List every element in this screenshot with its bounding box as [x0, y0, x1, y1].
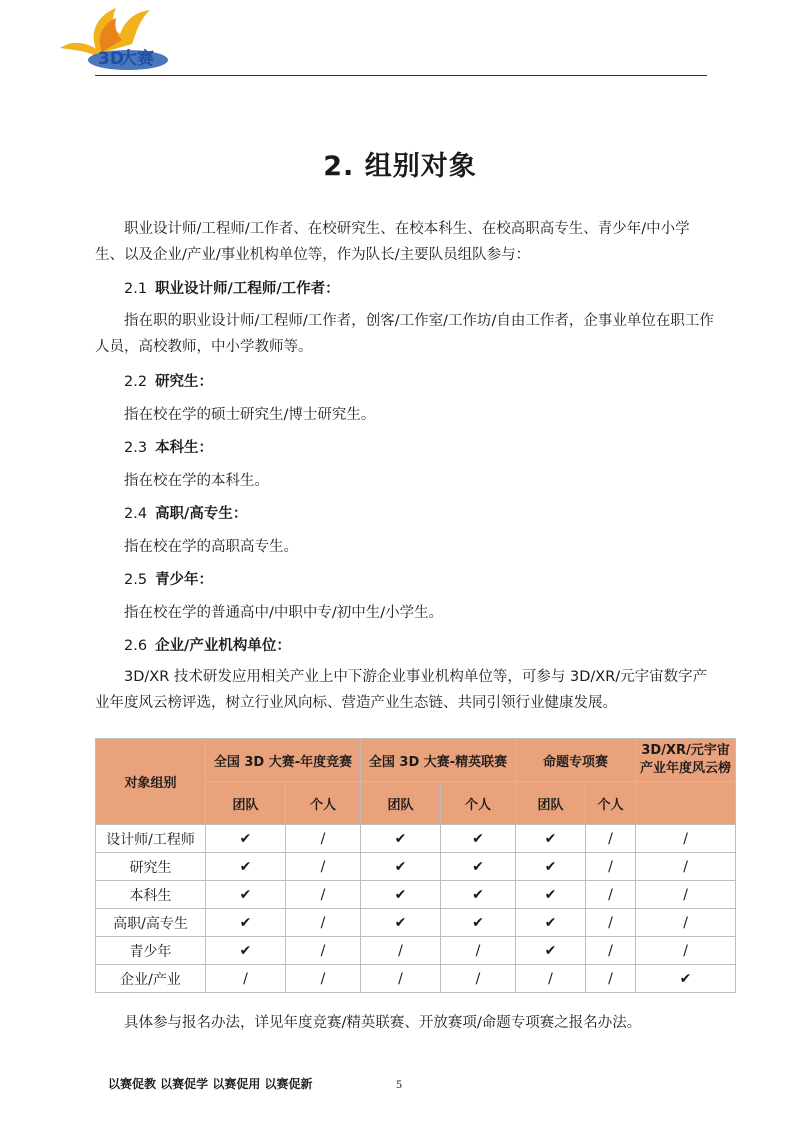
table-cell: /: [636, 937, 736, 965]
subheader-cell-empty: [636, 782, 736, 825]
table-row: [96, 909, 736, 937]
section-title: 2. 组别对象: [323, 151, 477, 182]
subheader-cell: 团队: [361, 782, 441, 825]
svg-text:大赛: 大赛: [120, 49, 154, 69]
table-cell: /: [516, 965, 586, 993]
page-number: 5: [396, 1077, 402, 1091]
table-cell: /: [586, 909, 636, 937]
table-cell: ✔: [516, 909, 586, 937]
heading-2-5: 2.5 青少年：: [124, 572, 214, 588]
table-cell: ✔: [441, 881, 516, 909]
table-cell: /: [206, 965, 286, 993]
table-cell: /: [286, 965, 361, 993]
table-cell: /: [586, 937, 636, 965]
subheader-cell: 个人: [441, 782, 516, 825]
table-row: [96, 881, 736, 909]
table-cell: /: [636, 909, 736, 937]
table-cell: ✔: [206, 937, 286, 965]
row-label: 青少年: [96, 937, 206, 965]
group-header: 全国 3D 大赛-精英联赛: [361, 739, 516, 782]
table-row: [96, 965, 736, 993]
table-row: [96, 937, 736, 965]
svg-text:3D: 3D: [98, 49, 124, 69]
row-label: 设计师/工程师: [96, 825, 206, 853]
heading-2-6: 2.6 企业/产业机构单位：: [124, 638, 291, 654]
table-cell: /: [286, 853, 361, 881]
heading-2-2: 2.2 研究生：: [124, 374, 214, 390]
body-2-6: 3D/XR 技术研发应用相关产业上中下游企业事业机构单位等，可参与 3D/XR/元宇宙数字产业年度风云榜评选，树立行业风向标、营造产业生态链、共同引领行业健康发展。: [95, 669, 708, 711]
body-2-3: 指在校在学的本科生。: [124, 473, 269, 489]
footer-slogan: 以赛促教 以赛促学 以赛促用 以赛促新: [108, 1077, 313, 1091]
table-cell: ✔: [516, 937, 586, 965]
table-row: [96, 853, 736, 881]
table-cell: ✔: [361, 825, 441, 853]
row-label: 企业/产业: [96, 965, 206, 993]
heading-2-3: 2.3 本科生：: [124, 440, 214, 456]
table-cell: ✔: [636, 965, 736, 993]
table-cell: /: [586, 825, 636, 853]
table-cell: /: [286, 825, 361, 853]
body-2-1: 指在职的职业设计师/工程师/工作者，创客/工作室/工作坊/自由工作者，企事业单位在职工作人员，高校教师，中小学教师等。: [95, 313, 714, 355]
table-cell: /: [636, 881, 736, 909]
table-cell: ✔: [206, 825, 286, 853]
table-cell: ✔: [361, 909, 441, 937]
intro-paragraph: 职业设计师/工程师/工作者、在校研究生、在校本科生、在校高职高专生、青少年/中小学生、以及企业/产业/事业机构单位等，作为队长/主要队员组队参与：: [95, 221, 690, 263]
group-header: 3D/XR/元宇宙产业年度风云榜: [636, 739, 736, 782]
table-cell: ✔: [516, 825, 586, 853]
table-cell: /: [636, 853, 736, 881]
table-cell: ✔: [516, 881, 586, 909]
group-header: 全国 3D 大赛-年度竞赛: [206, 739, 361, 782]
table-cell: /: [441, 937, 516, 965]
registration-note: 具体参与报名办法，详见年度竞赛/精英联赛、开放赛项/命题专项赛之报名办法。: [124, 1015, 642, 1031]
table-cell: /: [636, 825, 736, 853]
table-cell: ✔: [441, 909, 516, 937]
heading-2-1: 2.1 职业设计师/工程师/工作者：: [124, 281, 340, 297]
table-cell: ✔: [206, 909, 286, 937]
table-cell: /: [586, 965, 636, 993]
heading-2-4: 2.4 高职/高专生：: [124, 506, 248, 522]
row-label: 高职/高专生: [96, 909, 206, 937]
subheader-cell: 个人: [286, 782, 361, 825]
table-row: [96, 825, 736, 853]
table-cell: /: [286, 881, 361, 909]
row-label: 研究生: [96, 853, 206, 881]
table-cell: /: [286, 909, 361, 937]
table-cell: /: [586, 853, 636, 881]
table-cell: /: [361, 937, 441, 965]
header-rule: [95, 75, 707, 76]
table-cell: ✔: [206, 881, 286, 909]
body-2-4: 指在校在学的高职高专生。: [124, 539, 298, 555]
subheader-cell: 团队: [516, 782, 586, 825]
subheader-cell: 团队: [206, 782, 286, 825]
table-cell: /: [286, 937, 361, 965]
event-logo: [58, 4, 168, 76]
table-corner-cell: 对象组别: [96, 739, 206, 825]
table-cell: /: [361, 965, 441, 993]
table-cell: /: [586, 881, 636, 909]
row-label: 本科生: [96, 881, 206, 909]
body-2-2: 指在校在学的硕士研究生/博士研究生。: [124, 407, 376, 423]
table-cell: ✔: [441, 825, 516, 853]
table-cell: ✔: [516, 853, 586, 881]
subheader-cell: 个人: [586, 782, 636, 825]
table-cell: ✔: [441, 853, 516, 881]
table-header-row: [96, 739, 736, 782]
body-2-5: 指在校在学的普通高中/中职中专/初中生/小学生。: [124, 605, 444, 621]
eligibility-table: [95, 738, 736, 993]
table-cell: /: [441, 965, 516, 993]
table-cell: ✔: [361, 853, 441, 881]
table-cell: ✔: [206, 853, 286, 881]
table-cell: ✔: [361, 881, 441, 909]
group-header: 命题专项赛: [516, 739, 636, 782]
